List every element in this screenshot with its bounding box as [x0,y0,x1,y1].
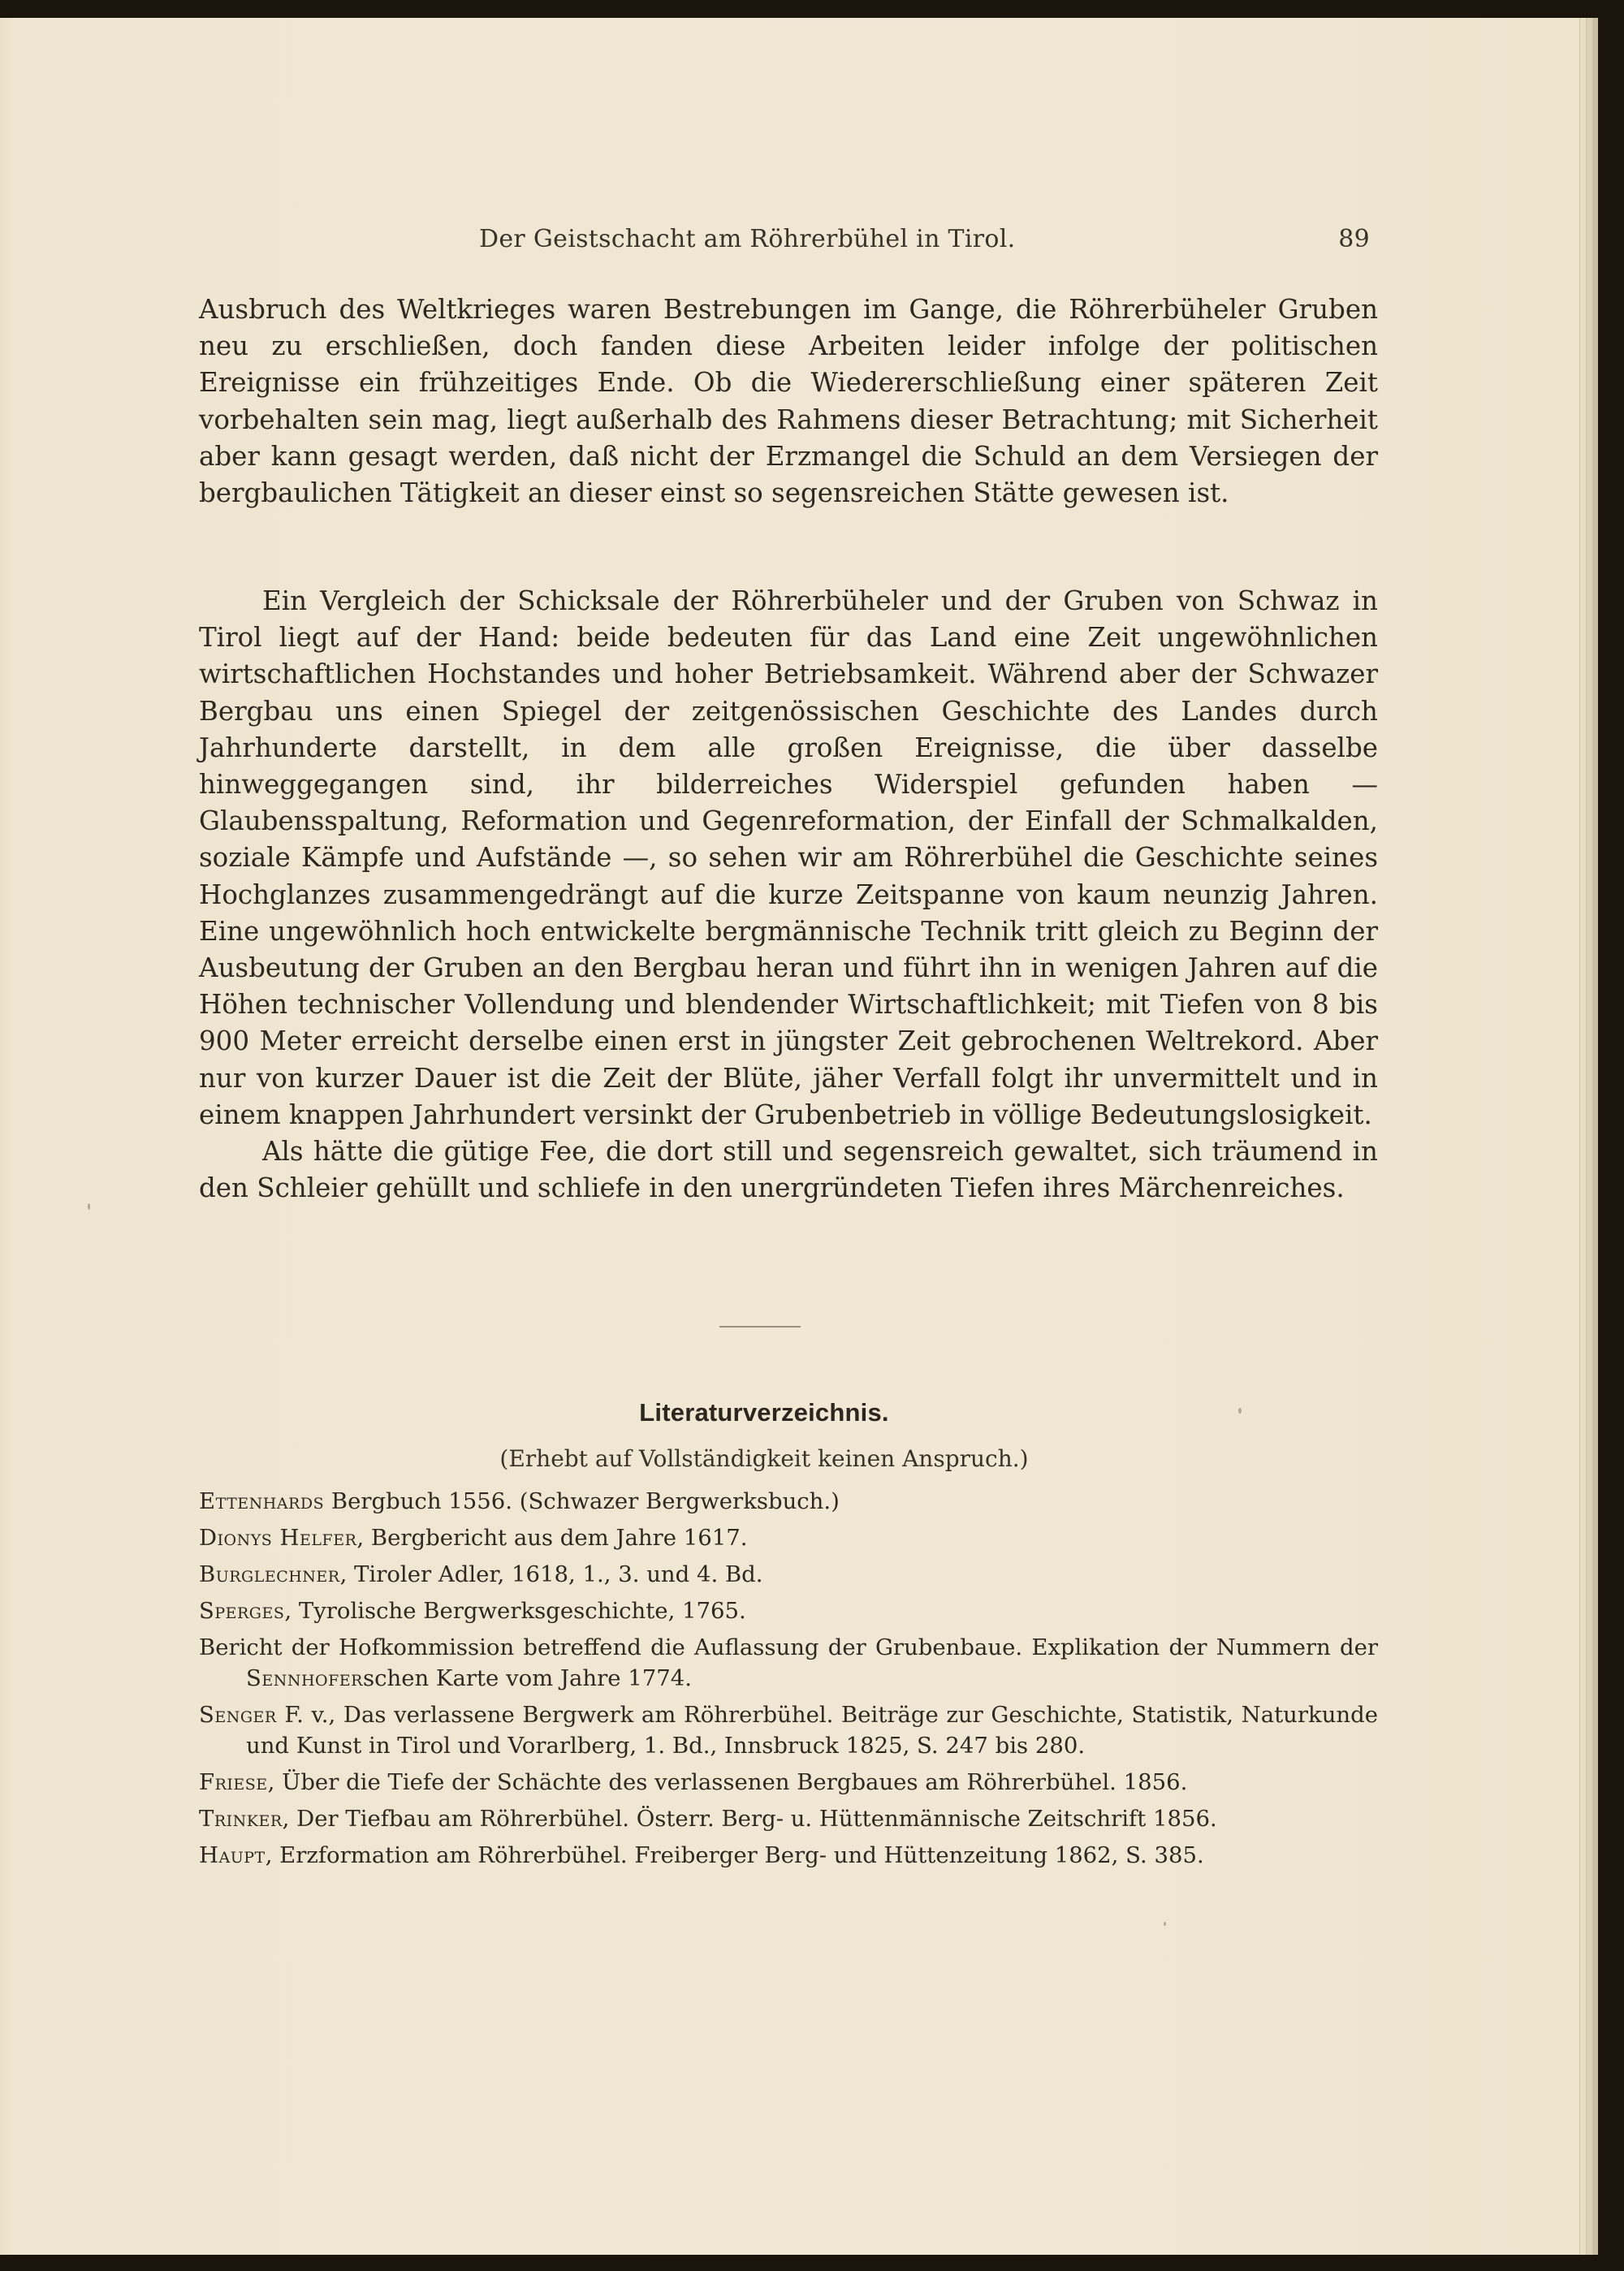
entry-author: Dionys Helfer [199,1525,357,1551]
running-head [199,225,1378,257]
body-text-top [199,291,1378,512]
entry-author: Haupt [199,1842,266,1868]
paragraph: Ausbruch des Weltkrieges waren Bestrebungen im Gange, die Röhrerbüheler Gruben neu zu erschließen, doch fanden diese Arbeiten leider infolge der politischen Ereignisse ein frühzeitiges Ende. Ob die Wiedererschließung einer späteren Zeit vorbehalten sein mag, liegt außerhalb des Rahmens dieser Betrachtung; mit Sicherheit aber kann gesagt werden, daß nicht der Erzmangel die Schuld an dem Versiegen der bergbaulichen Tätigkeit an dieser einst so segensreichen Stätte gewesen ist. [199,294,1378,509]
entry-text: Bergbuch 1556. (Schwazer Bergwerksbuch.) [324,1488,840,1514]
bibliography-entry [199,1803,1378,1834]
bibliography-entry [199,1486,1378,1517]
paper-speck [1238,1408,1242,1414]
entry-text: , Über die Tiefe der Schächte des verlassenen Bergbaues am Röhrerbühel. 1856. [267,1769,1188,1795]
bibliography-entry [199,1522,1378,1553]
entry-author: Friese [199,1769,268,1795]
entry-text: , Tyrolische Bergwerksgeschichte, 1765. [284,1598,746,1624]
entry-author: Sperges [199,1598,285,1624]
entry-text: F. v., Das verlassene Bergwerk am Röhrerbühel. Beiträge zur Geschichte, Statistik, Naturkunde und Kunst in Tirol und Vorarlberg, 1. Bd., Innsbruck 1825, S. 247 bis 280. [246,1702,1378,1759]
bibliography-entry [199,1699,1378,1761]
body-text-main [199,583,1378,1207]
bibliography-title: Literaturverzeichnis. [639,1398,889,1427]
bibliography-entry [199,1767,1378,1798]
page-number: 89 [1338,225,1370,253]
entry-text: , Tiroler Adler, 1618, 1., 3. und 4. Bd. [339,1561,763,1587]
entry-author: Burglechner [199,1561,340,1587]
entry-text: , Erzformation am Röhrerbühel. Freiberger Berg- und Hüttenzeitung 1862, S. 385. [265,1842,1204,1868]
bibliography-subtitle: (Erhebt auf Vollständigkeit keinen Anspruch.) [499,1445,1029,1472]
paper-speck [88,1203,90,1210]
page-stack-edge [1592,18,1598,2255]
bibliography-entry [199,1632,1378,1694]
paper-speck [1164,1922,1166,1926]
bibliography-list [199,1486,1378,1876]
entry-author: Trinker [199,1806,283,1832]
entry-text: , Bergbericht aus dem Jahre 1617. [356,1525,748,1551]
entry-text: Bericht der Hofkommission betreffend die Auflassung der Grubenbaue. Explikation der Nummern der [199,1634,1378,1660]
bibliography-entry [199,1559,1378,1590]
entry-author: Senger [199,1702,277,1728]
paragraph: Ein Vergleich der Schicksale der Röhrerbüheler und der Gruben von Schwaz in Tirol liegt auf der Hand: beide bedeuten für das Land eine Zeit ungewöhnlichen wirtschaftlichen Hochstandes und hoher Betriebsamkeit. Während aber der Schwazer Bergbau uns einen Spiegel der zeitgenössischen Geschichte des Landes durch Jahrhunderte darstellt, in dem alle großen Ereignisse, die über dasselbe hinweggegangen sind, ihr bilderreiches Widerspiel gefunden haben — Glaubensspaltung, Reformation und Gegenreformation, der Einfall der Schmalkalden, soziale Kämpfe und Aufstände —, so sehen wir am Röhrerbühel die Geschichte seines Hochglanzes zusammengedrängt auf die kurze Zeitspanne von kaum neunzig Jahren. Eine ungewöhnlich hoch entwickelte bergmännische Technik tritt gleich zu Beginn der Ausbeutung der Gruben an den Bergbau heran und führt ihn in wenigen Jahren auf die Höhen technischer Vollendung und blendender Wirtschaftlichkeit; mit Tiefen von 8 bis 900 Meter erreicht derselbe einen erst in jüngster Zeit gebrochenen Weltrekord. Aber nur von kurzer Dauer ist die Zeit der Blüte, jäher Verfall folgt ihr unvermittelt und in einem knappen Jahrhundert versinkt der Grubenbetrieb in völlige Bedeutungslosigkeit. [199,585,1378,1130]
book-page [0,18,1579,2255]
entry-author: Sennhofer [246,1665,363,1691]
bibliography-entry [199,1595,1378,1626]
bibliography-entry [199,1840,1378,1871]
paragraph: Als hätte die gütige Fee, die dort still und segensreich gewaltet, sich träumend in den Schleier gehüllt und schliefe in den unergründeten Tiefen ihres Märchenreiches. [199,1136,1378,1204]
entry-text: , Der Tiefbau am Röhrerbühel. Österr. Berg- u. Hüttenmännische Zeitschrift 1856. [282,1806,1217,1832]
section-divider [719,1326,801,1328]
running-title: Der Geistschacht am Röhrerbühel in Tirol. [479,225,1016,253]
entry-author: Ettenhards [199,1488,325,1514]
entry-text: schen Karte vom Jahre 1774. [362,1665,693,1691]
